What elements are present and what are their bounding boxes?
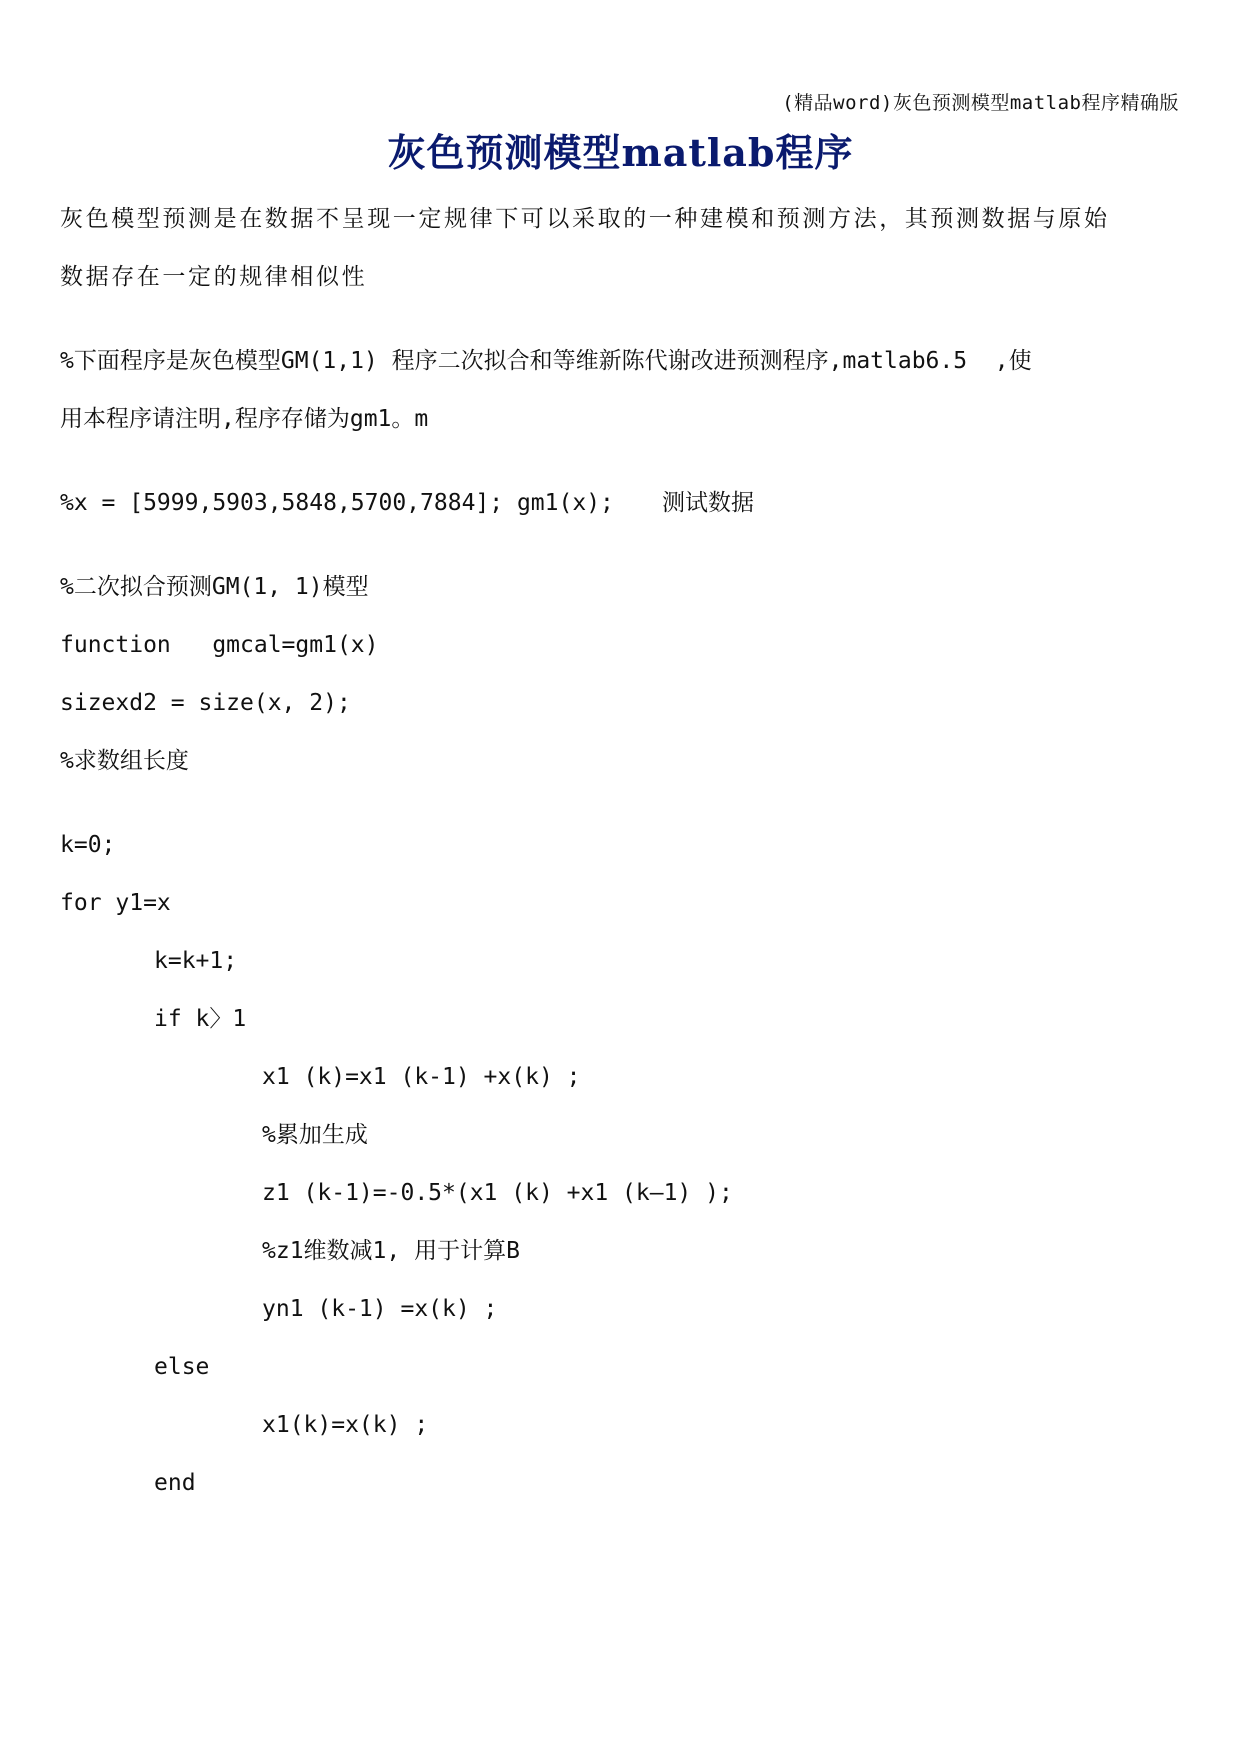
code-line: if k〉1: [154, 1006, 247, 1032]
code-line: %累加生成: [262, 1122, 368, 1148]
code-line: z1 (k-1)=-0.5*(x1 (k) +x1 (k—1) );: [262, 1180, 733, 1206]
code-line: x1 (k)=x1 (k-1) +x(k) ;: [262, 1064, 581, 1090]
code-line: function gmcal=gm1(x): [60, 632, 379, 658]
code-line: %求数组长度: [60, 748, 189, 774]
intro-line-1: 灰色模型预测是在数据不呈现一定规律下可以采取的一种建模和预测方法，其预测数据与原始: [60, 206, 1110, 232]
page-title: 灰色预测模型matlab程序: [387, 130, 854, 175]
test-data-comment: 测试数据: [662, 490, 754, 516]
code-line: k=0;: [60, 832, 116, 858]
code-line: else: [154, 1354, 210, 1380]
code-line: k=k+1;: [154, 948, 238, 974]
code-line: sizexd2 = size(x, 2);: [60, 690, 351, 716]
test-data-code: %x = [5999,5903,5848,5700,7884]; gm1(x);: [60, 490, 614, 516]
running-header: (精品word)灰色预测模型matlab程序精确版: [782, 92, 1179, 114]
note-line-2: 用本程序请注明,程序存储为gm1。m: [60, 406, 429, 432]
code-line: yn1 (k-1) =x(k) ;: [262, 1296, 498, 1322]
code-line: end: [154, 1470, 196, 1496]
code-line: x1(k)=x(k) ;: [262, 1412, 429, 1438]
code-line: for y1=x: [60, 890, 171, 916]
intro-line-2: 数据存在一定的规律相似性: [60, 264, 368, 290]
code-line: %二次拟合预测GM(1, 1)模型: [60, 574, 369, 600]
code-line: %z1维数减1, 用于计算B: [262, 1238, 520, 1264]
note-line-1: %下面程序是灰色模型GM(1,1) 程序二次拟合和等维新陈代谢改进预测程序,matlab6.5 ,使: [60, 348, 1032, 374]
